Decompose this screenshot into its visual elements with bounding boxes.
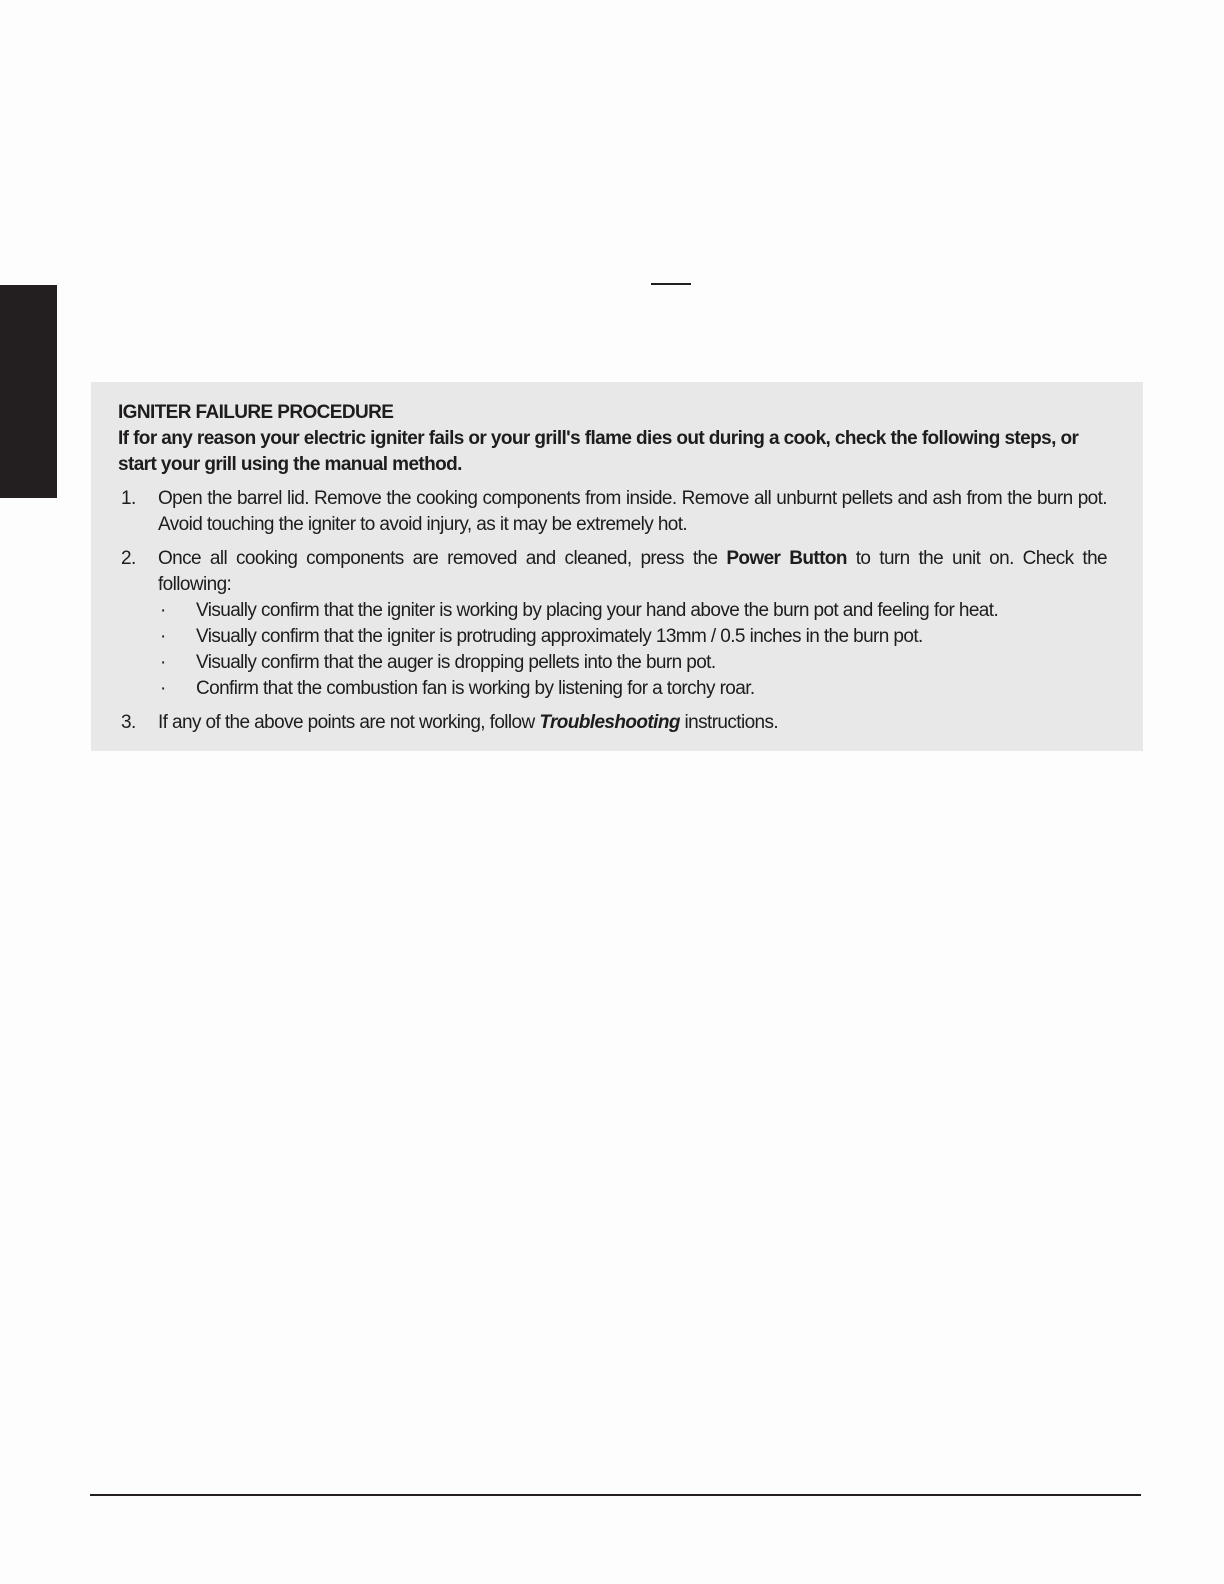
check-item bbox=[158, 650, 1107, 676]
step-text bbox=[158, 546, 1107, 598]
step-text-before: If any of the above points are not working, follow bbox=[158, 712, 540, 733]
check-text: Visually confirm that the igniter is protruding approximately 13mm / 0.5 inches in the burn pot. bbox=[196, 626, 923, 647]
check-item bbox=[158, 624, 1107, 650]
section-intro: If for any reason your electric igniter fails or your grill's flame dies out during a cook, check the following steps, or start your grill using the manual method. bbox=[118, 428, 1079, 475]
check-text: Visually confirm that the igniter is working by placing your hand above the burn pot and feeling for heat. bbox=[196, 600, 999, 621]
bullet-icon: · bbox=[160, 626, 166, 647]
step-text-after: instructions. bbox=[679, 712, 779, 733]
check-item bbox=[158, 676, 1107, 702]
step-2 bbox=[118, 546, 1107, 702]
top-rule bbox=[651, 283, 691, 285]
troubleshooting-reference: Troubleshooting bbox=[539, 712, 680, 733]
section-side-tab bbox=[0, 285, 57, 498]
check-text: Confirm that the combustion fan is working by listening for a torchy roar. bbox=[196, 678, 755, 699]
igniter-failure-panel bbox=[91, 382, 1143, 751]
bullet-icon: · bbox=[160, 600, 166, 621]
step-1 bbox=[118, 486, 1107, 538]
bullet-icon: · bbox=[160, 678, 166, 699]
step-text: Open the barrel lid. Remove the cooking components from inside. Remove all unburnt pellets and ash from the burn pot. Avoid touching the igniter to avoid injury, as it may be extremely hot. bbox=[158, 488, 1107, 535]
step-number: 1. bbox=[121, 488, 136, 509]
section-title: IGNITER FAILURE PROCEDURE bbox=[118, 402, 394, 423]
step-3 bbox=[118, 710, 1107, 736]
step-text-after: to turn the unit on. Check the following: bbox=[158, 548, 1107, 595]
step-text bbox=[158, 710, 1107, 736]
procedure-steps bbox=[118, 486, 1107, 736]
power-button-label: Power Button bbox=[726, 548, 847, 569]
check-item bbox=[158, 598, 1107, 624]
check-text: Visually confirm that the auger is dropping pellets into the burn pot. bbox=[196, 652, 716, 673]
step-number: 2. bbox=[121, 548, 136, 569]
step-number: 3. bbox=[121, 712, 136, 733]
check-list bbox=[158, 598, 1107, 702]
step-body bbox=[158, 546, 1107, 702]
step-text-before: Once all cooking components are removed and cleaned, press the bbox=[158, 548, 727, 569]
bullet-icon: · bbox=[160, 652, 166, 673]
footer-rule bbox=[90, 1494, 1141, 1496]
